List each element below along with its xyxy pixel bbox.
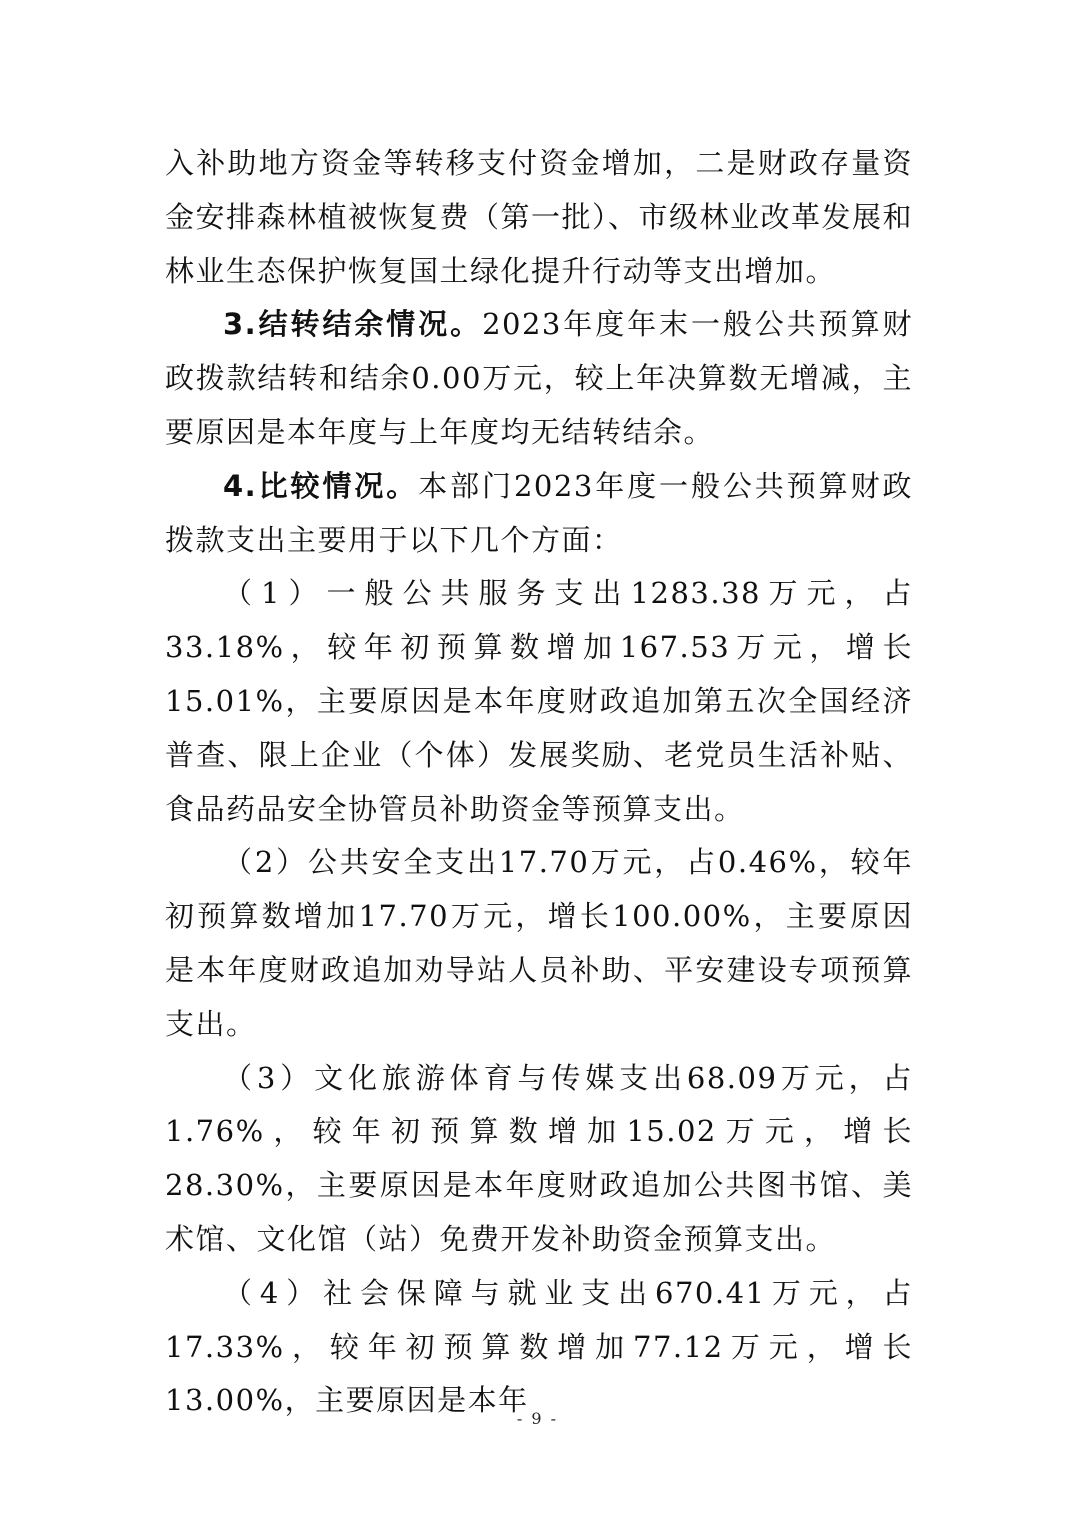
paragraph-1 — [165, 137, 913, 298]
paragraph-3 — [165, 460, 913, 568]
paragraph-6-text: （3）文化旅游体育与传媒支出68.09万元，占1.76%，较年初预算数增加15.02万元，增长28.30%，主要原因是本年度财政追加公共图书馆、美术馆、文化馆（站）免费开发补助资金预算支出。 — [165, 1060, 913, 1256]
paragraph-6 — [165, 1052, 913, 1267]
paragraph-5 — [165, 836, 913, 1051]
paragraph-3-text: 本部门2023年度一般公共预算财政拨款支出主要用于以下几个方面： — [165, 468, 913, 557]
page-number: - 9 - — [516, 1409, 559, 1428]
paragraph-4-text: （1）一般公共服务支出1283.38万元，占33.18%，较年初预算数增加167.53万元，增长15.01%，主要原因是本年度财政追加第五次全国经济普查、限上企业（个体）发展奖励、老党员生活补贴、食品药品安全协管员补助资金等预算支出。 — [165, 576, 913, 826]
paragraph-7 — [165, 1267, 913, 1428]
paragraph-7-text: （4）社会保障与就业支出670.41万元，占17.33%，较年初预算数增加77.12万元，增长13.00%，主要原因是本年 — [165, 1275, 913, 1418]
paragraph-3-heading: 4.比较情况。 — [223, 468, 419, 503]
paragraph-1-text: 入补助地方资金等转移支付资金增加，二是财政存量资金安排森林植被恢复费（第一批）、市级林业改革发展和林业生态保护恢复国土绿化提升行动等支出增加。 — [165, 146, 914, 288]
document-body — [165, 137, 913, 1428]
paragraph-2 — [165, 298, 913, 459]
paragraph-4 — [165, 567, 913, 836]
paragraph-5-text: （2）公共安全支出17.70万元，占0.46%，较年初预算数增加17.70万元，增长100.00%，主要原因是本年度财政追加劝导站人员补助、平安建设专项预算支出。 — [165, 845, 913, 1041]
paragraph-2-heading: 3.结转结余情况。 — [223, 307, 483, 342]
paragraph-2-text: 2023年度年末一般公共预算财政拨款结转和结余0.00万元，较上年决算数无增减，主要原因是本年度与上年度均无结转结余。 — [165, 307, 913, 449]
